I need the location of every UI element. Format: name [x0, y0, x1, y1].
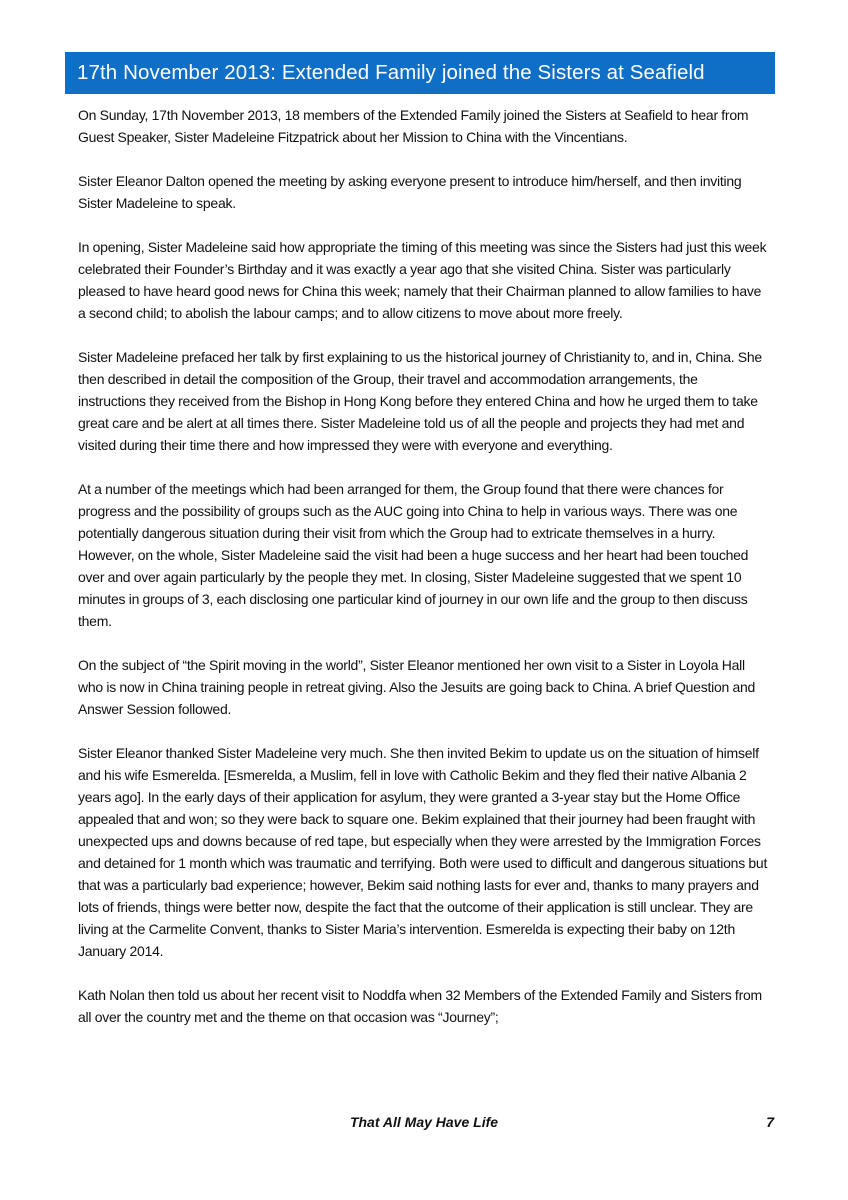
article-body: [78, 104, 768, 1050]
section-header-banner: [65, 52, 775, 94]
paragraph: Sister Eleanor Dalton opened the meeting by asking everyone present to introduce him/herself, and then inviting Sister Madeleine to speak.: [78, 173, 742, 211]
page-footer: [0, 1114, 848, 1134]
page-number: 7: [766, 1114, 774, 1130]
paragraph: Sister Eleanor thanked Sister Madeleine very much. She then invited Bekim to update us on the situation of himself and his wife Esmerelda. [Esmerelda, a Muslim, fell in love with Catholic Bekim and they fled their native Albania 2 years ago]. In the early days of their application for asylum, they were granted a 3-year stay but the Home Office appealed that and won; so they were back to square one. Bekim explained that their journey had been fraught with unexpected ups and downs because of red tape, but especially when they were arrested by the Immigration Forces and detained for 1 month which was traumatic and terrifying. Both were used to difficult and dangerous situations but that was a particularly bad experience; however, Bekim said nothing lasts for ever and, thanks to many prayers and lots of friends, things were better now, despite the fact that the outcome of their application is still unclear. They are living at the Carmelite Convent, thanks to Sister Maria’s intervention. Esmerelda is expecting their baby on 12th January 2014.: [78, 745, 768, 959]
paragraph: In opening, Sister Madeleine said how appropriate the timing of this meeting was since the Sisters had just this week celebrated their Founder’s Birthday and it was exactly a year ago that she visited China. Sister was particularly pleased to have heard good news for China this week; namely that their Chairman planned to allow families to have a second child; to abolish the labour camps; and to allow citizens to move about more freely.: [78, 239, 767, 321]
paragraph: On the subject of “the Spirit moving in the world”, Sister Eleanor mentioned her own visit to a Sister in Loyola Hall who is now in China training people in retreat giving. Also the Jesuits are going back to China. A brief Question and Answer Session followed.: [78, 657, 756, 717]
paragraph: Kath Nolan then told us about her recent visit to Noddfa when 32 Members of the Extended Family and Sisters from all over the country met and the theme on that occasion was “Journey”;: [78, 987, 762, 1025]
paragraph: Sister Madeleine prefaced her talk by first explaining to us the historical journey of Christianity to, and in, China. She then described in detail the composition of the Group, their travel and accommodation arrangements, the instructions they received from the Bishop in Hong Kong before they entered China and how he urged them to take great care and be alert at all times there. Sister Madeleine told us of all the people and projects they had met and visited during their time there and how impressed they were with everyone and everything.: [78, 349, 762, 453]
paragraph: At a number of the meetings which had been arranged for them, the Group found that there were chances for progress and the possibility of groups such as the AUC going into China to help in various ways. There was one potentially dangerous situation during their visit from which the Group had to extricate themselves in a hurry. However, on the whole, Sister Madeleine said the visit had been a huge success and her heart had been touched over and over again particularly by the people they met. In closing, Sister Madeleine suggested that we spent 10 minutes in groups of 3, each disclosing one particular kind of journey in our own life and the group to then discuss them.: [78, 481, 749, 629]
footer-motto: That All May Have Life: [349, 1114, 499, 1130]
page-title: 17th November 2013: Extended Family joined the Sisters at Seafield: [77, 61, 705, 84]
paragraph: On Sunday, 17th November 2013, 18 members of the Extended Family joined the Sisters at Seafield to hear from Guest Speaker, Sister Madeleine Fitzpatrick about her Mission to China with the Vincentians.: [78, 107, 749, 145]
